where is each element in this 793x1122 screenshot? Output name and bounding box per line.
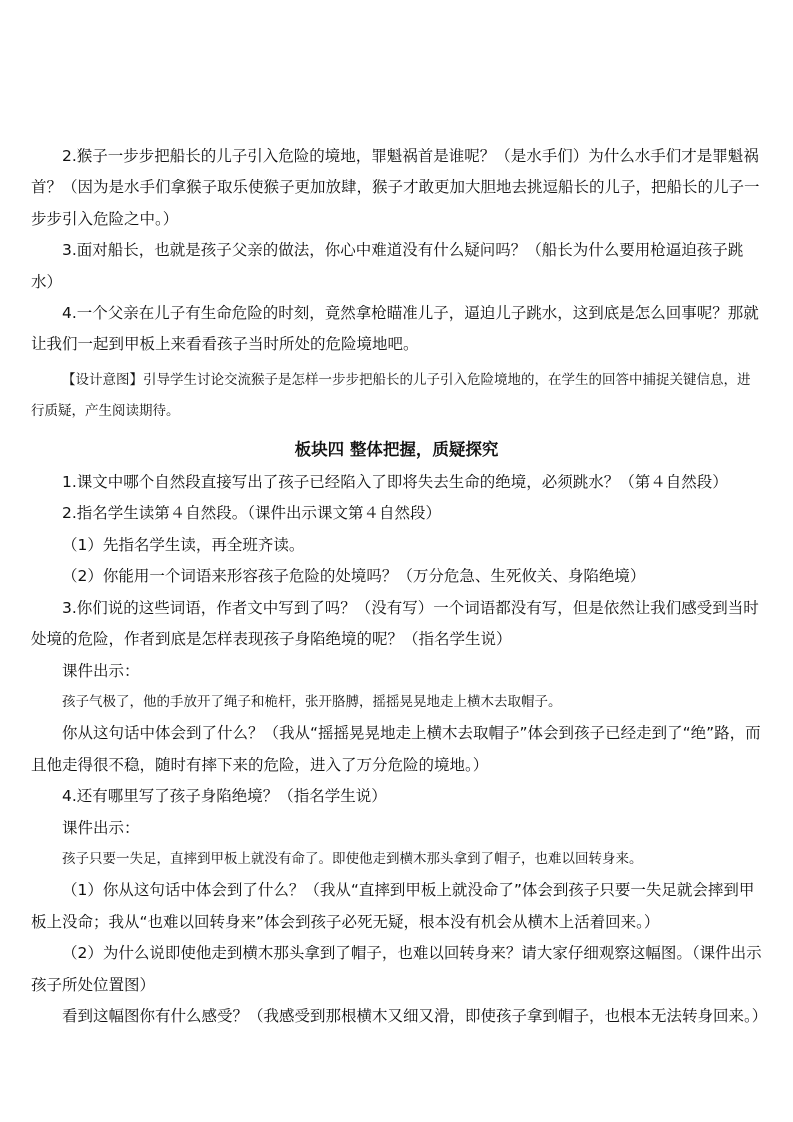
- courseware-quote-2: 孩子只要一失足，直摔到甲板上就没有命了。即使他走到横木那头拿到了帽子，也难以回转身来。: [62, 850, 643, 867]
- section-title: 板块四 整体把握，质疑探究: [294, 439, 499, 459]
- sub-step-1: （1）先指名学生读，再全班齐读。: [62, 535, 305, 554]
- paragraph-q4: 4.一个父亲在儿子有生命危险的时刻，竟然拿枪瞄准儿子，逼迫儿子跳水，这到底是怎么回事呢？那就让我们一起到甲板上来看看孩子当时所处的危险境地吧。: [31, 304, 759, 354]
- design-intent-note: 【设计意图】引导学生讨论交流猴子是怎样一步步把船长的儿子引入危险境地的，在学生的回答中捕捉关键信息，进行质疑，产生阅读期待。: [31, 371, 751, 420]
- courseware-quote-1: 孩子气极了，他的手放开了绳子和桅杆，张开胳膊，摇摇晃晃地走上横木去取帽子。: [62, 693, 562, 710]
- answer-1: 你从这句话中体会到了什么？（我从“摇摇晃晃地走上横木去取帽子”体会到孩子已经走到了“绝”路，而且他走得很不稳，随时有摔下来的危险，进入了万分危险的境地。）: [31, 724, 761, 774]
- feeling-answer: 看到这幅图你有什么感受？（我感受到那根横木又细又滑，即使孩子拿到帽子，也根本无法转身回来。）: [62, 1006, 768, 1025]
- courseware-label-1: 课件出示：: [62, 661, 140, 680]
- sub-step-2: （2）你能用一个词语来形容孩子危险的处境吗？（万分危急、生死攸关、身陷绝境）: [62, 567, 646, 586]
- sub-question-2: （2）为什么说即使他走到横木那头拿到了帽子，也难以回转身来？请大家仔细观察这幅图。（课件出示孩子所处位置图）: [31, 944, 762, 994]
- question-4: 4.还有哪里写了孩子身陷绝境？（指名学生说）: [62, 787, 387, 806]
- paragraph-q2: 2.猴子一步步把船长的儿子引入危险的境地，罪魁祸首是谁呢？（是水手们）为什么水手们才是罪魁祸首？（因为是水手们拿猴子取乐使猴子更加放肆，猴子才敢更加大胆地去挑逗船长的儿子，把船长的儿子一步步引入危险之中。）: [31, 147, 760, 228]
- courseware-label-2: 课件出示：: [62, 818, 140, 837]
- sub-answer-1: （1）你从这句话中体会到了什么？（我从“直摔到甲板上就没命了”体会到孩子只要一失足就会摔到甲板上没命；我从“也难以回转身来”体会到孩子必死无疑，根本没有机会从横木上活着回来。）: [31, 881, 755, 931]
- question-1: 1.课文中哪个自然段直接写出了孩子已经陷入了即将失去生命的绝境，必须跳水？（第４自然段）: [62, 473, 728, 492]
- paragraph-q3: 3.面对船长，也就是孩子父亲的做法，你心中难道没有什么疑问吗？（船长为什么要用枪逼迫孩子跳水）: [31, 241, 744, 291]
- question-3: 3.你们说的这些词语，作者文中写到了吗？（没有写）一个词语都没有写，但是依然让我们感受到当时处境的危险，作者到底是怎样表现孩子身陷绝境的呢？（指名学生说）: [31, 598, 759, 649]
- question-2: 2.指名学生读第４自然段。（课件出示课文第４自然段）: [62, 504, 442, 523]
